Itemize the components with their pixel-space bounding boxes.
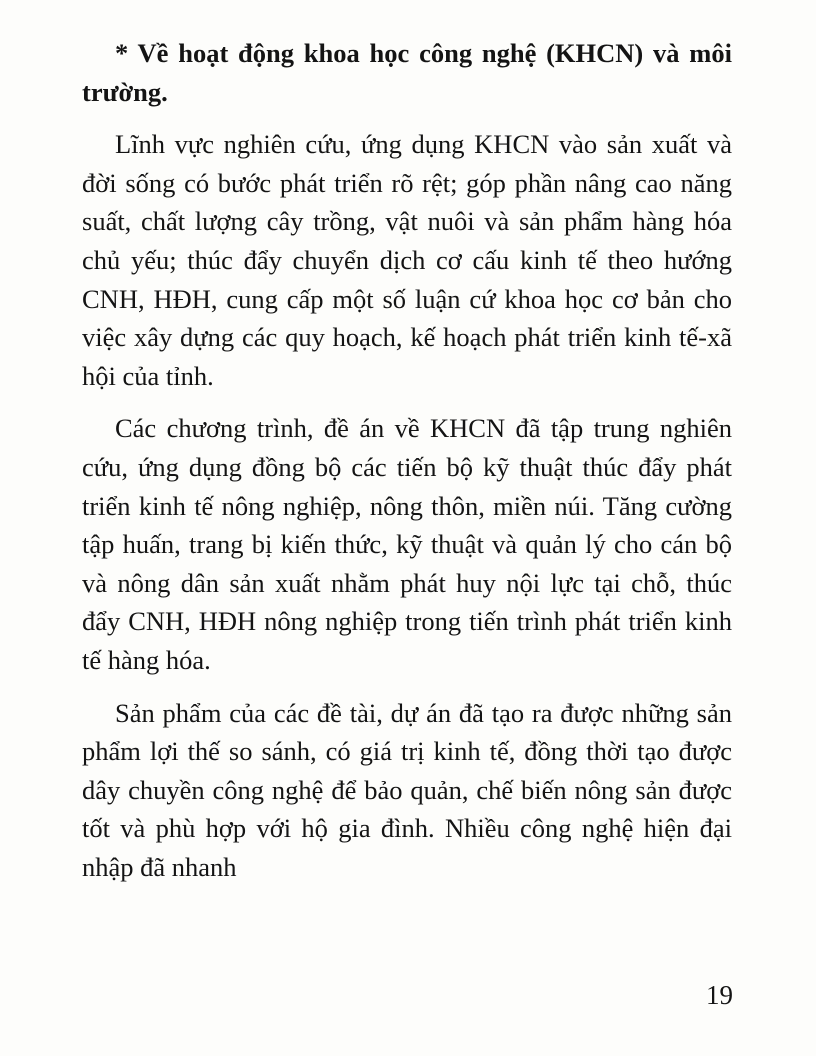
paragraph-1: Lĩnh vực nghiên cứu, ứng dụng KHCN vào sản xuất và đời sống có bước phát triển rõ rệt; góp phần nâng cao năng suất, chất lượng cây trồng, vật nuôi và sản phẩm hàng hóa chủ yếu; thúc đẩy chuyển dịch cơ cấu kinh tế theo hướng CNH, HĐH, cung cấp một số luận cứ khoa học cơ bản cho việc xây dựng các quy hoạch, kế hoạch phát triển kinh tế-xã hội của tỉnh. bbox=[82, 129, 732, 391]
page-number: 19 bbox=[706, 980, 733, 1010]
section-heading: * Về hoạt động khoa học công nghệ (KHCN) và môi trường. bbox=[82, 38, 732, 107]
paragraph-3: Sản phẩm của các đề tài, dự án đã tạo ra được những sản phẩm lợi thế so sánh, có giá trị kinh tế, đồng thời tạo được dây chuyền công nghệ để bảo quản, chế biến nông sản được tốt và phù hợp với hộ gia đình. Nhiều công nghệ hiện đại nhập đã nhanh bbox=[82, 697, 732, 882]
paragraph-2: Các chương trình, đề án về KHCN đã tập trung nghiên cứu, ứng dụng đồng bộ các tiến bộ kỹ thuật thúc đẩy phát triển kinh tế nông nghiệp, nông thôn, miền núi. Tăng cường tập huấn, trang bị kiến thức, kỹ thuật và quản lý cho cán bộ và nông dân sản xuất nhằm phát huy nội lực tại chỗ, thúc đẩy CNH, HĐH nông nghiệp trong tiến trình phát triển kinh tế hàng hóa. bbox=[82, 413, 732, 675]
page-body bbox=[82, 34, 732, 886]
